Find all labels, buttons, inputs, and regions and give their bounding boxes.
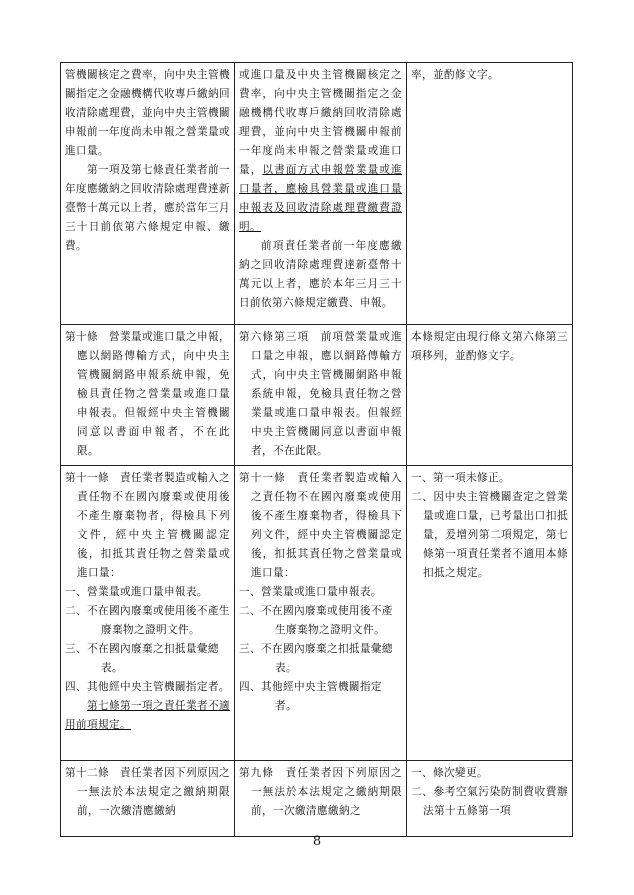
current-text: 前項責任業者前一年度應繳納之回收清除處理費達新臺幣十萬元以上者，應於本年三月三十日前依第六條規定繳費、申報。 bbox=[239, 240, 402, 309]
amended-text-underlined: 第七條第一項之責任業者不適用前項規定。 bbox=[65, 700, 230, 731]
explanation-item: 一、第一項未修正。 bbox=[411, 472, 510, 484]
list-item: 三、不在國內廢棄之扣抵量彙總表。 bbox=[239, 643, 393, 674]
current-text: 第十一條 責任業者製造或輸入之責任物不在國內廢棄或使用後不產生廢棄物者，得檢具下列文件，經中央主管機關認定後，扣抵其責任物之營業量或進口量： bbox=[239, 472, 402, 579]
table-row bbox=[61, 325, 573, 466]
page-number: 8 bbox=[312, 834, 322, 849]
explanation-cell bbox=[407, 63, 573, 325]
table-row bbox=[61, 761, 573, 837]
current-text: 或進口量及中央主管機關核定之費率，向中央主管機關指定之金融機構代收專戶繳納回收清除處理費，並向中央主管機關申報前一年度尚未申報之營業量或進口量， bbox=[239, 69, 402, 176]
amended-article-cell bbox=[61, 325, 235, 466]
explanation-cell bbox=[407, 466, 573, 761]
amended-text: 第十一條 責任業者製造或輸入之責任物不在國內廢棄或使用後不產生廢棄物者，得檢具下列文件，經中央主管機關認定後，扣抵其責任物之營業量或進口量： bbox=[65, 472, 230, 579]
current-article-cell bbox=[235, 63, 407, 325]
list-item: 一、營業量或進口量申報表。 bbox=[239, 586, 382, 598]
table-row bbox=[61, 63, 573, 325]
amended-article-cell bbox=[61, 761, 235, 837]
current-article-cell bbox=[235, 466, 407, 761]
amended-article-cell bbox=[61, 63, 235, 325]
list-item: 四、其他經中央主管機關指定者。 bbox=[65, 681, 230, 693]
list-item: 一、營業量或進口量申報表。 bbox=[65, 586, 208, 598]
list-item: 三、不在國內廢棄之扣抵量彙總表。 bbox=[65, 643, 219, 674]
amended-text: 第一項及第七條責任業者前一年度應繳納之回收清除處理費達新臺幣十萬元以上者，應於當年三月三十日前依第六條規定申報、繳費。 bbox=[65, 164, 230, 252]
current-article-cell bbox=[235, 761, 407, 837]
explanation-item: 一、條次變更。 bbox=[411, 767, 488, 779]
explanation-cell bbox=[407, 761, 573, 837]
current-text-underlined: 以書面方式申報營業量或進口量者，應檢具營業量或進口量申報表及回收清除處理費繳費證明。 bbox=[239, 164, 402, 233]
table-row bbox=[61, 466, 573, 761]
amended-text: 管機關核定之費率，向中央主管機關指定之金融機構代收專戶繳納回收清除處理費，並向中央主管機關申報前一年度尚未申報之營業量或進口量。 bbox=[65, 69, 230, 157]
list-item: 四、其他經中央主管機關指定者。 bbox=[239, 681, 382, 712]
list-item: 二、不在國內廢棄或使用後不產生廢棄物之證明文件。 bbox=[65, 605, 230, 636]
amended-text: 第十二條 責任業者因下列原因之一無法於本法規定之繳納期限前，一次繳清應繳納 bbox=[65, 767, 230, 817]
list-item: 二、不在國內廢棄或使用後不產生廢棄物之證明文件。 bbox=[239, 605, 393, 636]
current-article-cell bbox=[235, 325, 407, 466]
amended-text: 第十條 營業量或進口量之申報，應以網路傳輸方式，向中央主管機關網路申報系統申報，免檢具責任物之營業量或進口量申報表。但報經中央主管機關同意以書面申報者，不在此限。 bbox=[65, 331, 230, 457]
explanation-text: 本條規定由現行條文第六條第三項移列，並酌修文字。 bbox=[411, 331, 568, 362]
explanation-item: 二、因中央主管機關查定之營業量或進口量，已考量出口扣抵量，爰增列第二項規定，第七條第一項責任業者不適用本條扣抵之規定。 bbox=[411, 491, 568, 579]
comparison-table bbox=[60, 62, 573, 837]
amended-article-cell bbox=[61, 466, 235, 761]
explanation-cell bbox=[407, 325, 573, 466]
current-text: 第九條 責任業者因下列原因之一無法於本法規定之繳納期限前，一次繳清應繳納之 bbox=[239, 767, 402, 817]
current-text: 第六條第三項 前項營業量或進口量之申報，應以網路傳輸方式，向中央主管機關網路申報系統申報，免檢具責任物之營業量或進口量申報表。但報經中央主管機關同意以書面申報者，不在此限。 bbox=[239, 331, 402, 457]
explanation-text: 率，並酌修文字。 bbox=[411, 69, 499, 81]
explanation-item: 二、參考空氣污染防制費收費辦法第十五條第一項 bbox=[411, 786, 568, 817]
